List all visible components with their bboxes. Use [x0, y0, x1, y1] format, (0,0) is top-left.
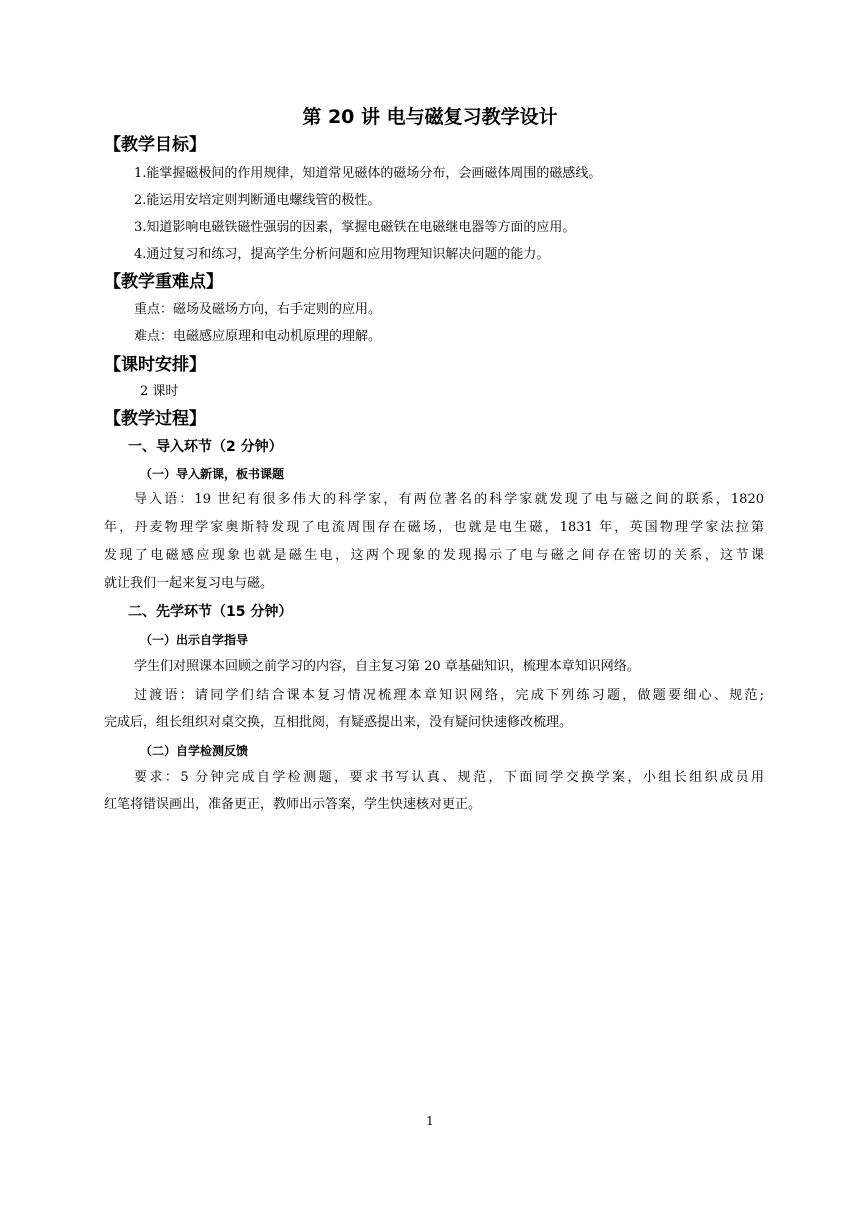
- transition-line: 过渡语：请同学们结合课本复习情况梳理本章知识网络，完成下列练习题，做题要细心、规范;: [134, 688, 764, 703]
- focus-text: 重点：磁场及磁场方向，右手定则的应用。: [134, 302, 382, 317]
- page-number: 1: [426, 1114, 434, 1128]
- transition-line: 完成后，组长组织对桌交换，互相批阅，有疑惑提出来，没有疑问快速修改梳理。: [104, 715, 573, 730]
- objective-item: 1.能掌握磁极间的作用规律，知道常见磁体的磁场分布，会画磁体周围的磁感线。: [134, 166, 602, 181]
- objective-item: 4.通过复习和练习，提高学生分析问题和应用物理知识解决问题的能力。: [134, 247, 550, 262]
- page-title: 第 20 讲 电与磁复习教学设计: [302, 106, 558, 128]
- intro-paragraph-line: 发现了电磁感应现象也就是磁生电，这两个现象的发现揭示了电与磁之间存在密切的关系，这节课: [104, 548, 764, 563]
- requirement-line: 要求：5 分钟完成自学检测题，要求书写认真、规范，下面同学交换学案，小组长组织成员用: [134, 770, 764, 785]
- section-2-sub-2: （二）自学检测反馈: [140, 744, 249, 758]
- process-heading: 【教学过程】: [104, 409, 206, 429]
- section-1-sub-1: （一）导入新课，板书课题: [140, 467, 285, 481]
- schedule-text: 2 课时: [140, 384, 179, 399]
- intro-paragraph-line: 就让我们一起来复习电与磁。: [104, 576, 274, 591]
- key-points-heading: 【教学重难点】: [104, 272, 223, 292]
- objectives-heading: 【教学目标】: [104, 135, 206, 155]
- section-2-sub-1: （一）出示自学指导: [140, 633, 249, 647]
- requirement-line: 红笔将错误画出，准备更正，教师出示答案，学生快速核对更正。: [104, 797, 482, 812]
- self-study-text: 学生们对照课本回顾之前学习的内容，自主复习第 20 章基础知识，梳理本章知识网络。: [134, 659, 640, 674]
- difficulty-text: 难点：电磁感应原理和电动机原理的理解。: [134, 329, 382, 344]
- schedule-heading: 【课时安排】: [104, 355, 206, 375]
- intro-paragraph-line: 年，丹麦物理学家奥斯特发现了电流周围存在磁场，也就是电生磁，1831 年，英国物理学家法拉第: [104, 520, 764, 535]
- intro-paragraph-line: 导入语：19 世纪有很多伟大的科学家，有两位著名的科学家就发现了电与磁之间的联系，1820: [134, 492, 764, 507]
- objective-item: 2.能运用安培定则判断通电螺线管的极性。: [134, 193, 381, 208]
- section-1-title: 一、导入环节（2 分钟）: [128, 439, 283, 455]
- section-2-title: 二、先学环节（15 分钟）: [128, 604, 293, 620]
- objective-item: 3.知道影响电磁铁磁性强弱的因素，掌握电磁铁在电磁继电器等方面的应用。: [134, 220, 576, 235]
